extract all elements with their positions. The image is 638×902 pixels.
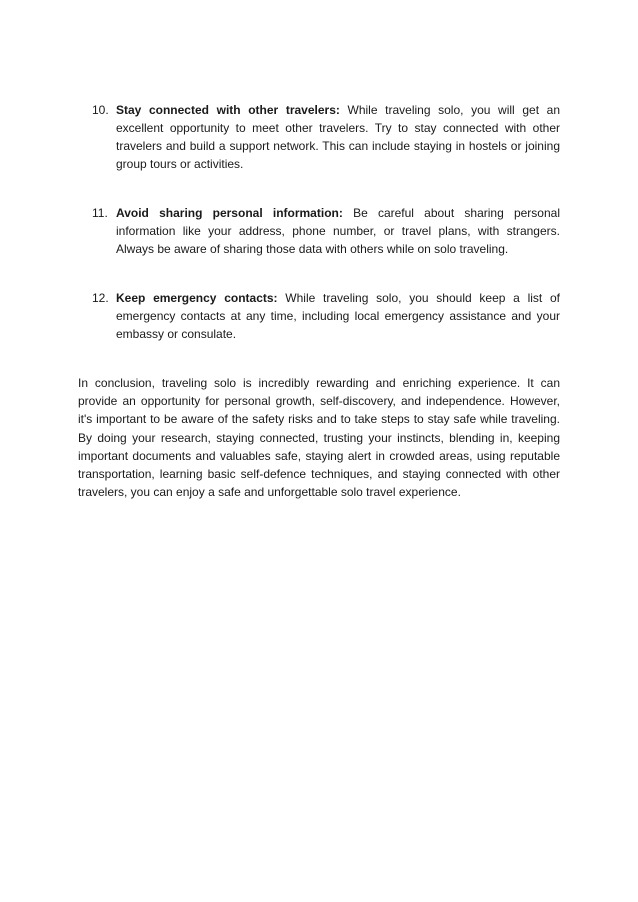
- list-item-heading: Stay connected with other travelers:: [116, 103, 340, 117]
- list-item-heading: Keep emergency contacts:: [116, 291, 278, 305]
- list-item-heading: Avoid sharing personal information:: [116, 206, 343, 220]
- list-item-12: [92, 289, 560, 343]
- list-item-body: While traveling solo, you should keep a list of emergency contacts at any time, including local emergency assistance and your embassy or consulate.: [116, 291, 560, 341]
- list-item-number: 10.: [92, 103, 109, 117]
- list-item-10: [92, 101, 560, 173]
- conclusion-paragraph: In conclusion, traveling solo is incredibly rewarding and enriching experience. It can provide an opportunity for personal growth, self-discovery, and independence. However, it's important to be aware of the safety risks and to take steps to stay safe while traveling. By doing your research, staying connected, trusting your instincts, blending in, keeping important documents and valuables safe, staying alert in crowded areas, using reputable transportation, learning basic self-defence techniques, and staying connected with other travelers, you can enjoy a safe and unforgettable solo travel experience.: [78, 376, 560, 500]
- list-item-body: While traveling solo, you will get an excellent opportunity to meet other travelers. Try to stay connected with other travelers and build a support network. This can include staying in hostels or joining group tours or activities.: [116, 103, 560, 171]
- list-item-body: Be careful about sharing personal information like your address, phone number, or travel plans, with strangers. Always be aware of sharing those data with others while on solo traveling.: [116, 206, 560, 256]
- list-item-number: 11.: [92, 206, 108, 220]
- list-item-number: 12.: [92, 291, 109, 305]
- list-item-11: [92, 204, 560, 258]
